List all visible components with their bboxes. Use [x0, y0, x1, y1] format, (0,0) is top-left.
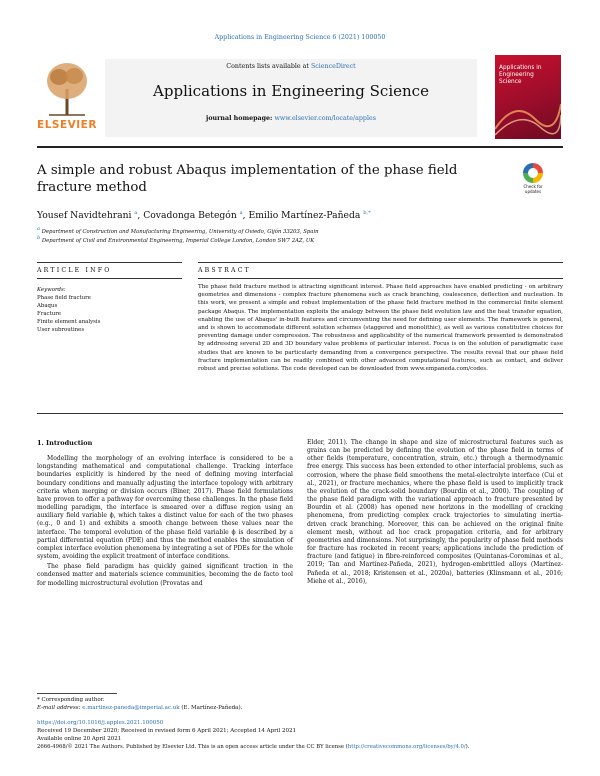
- corresponding-author-note: * Corresponding author.: [37, 697, 105, 703]
- cover-title: Applications in Engineering Science: [499, 65, 542, 85]
- journal-masthead: [37, 55, 563, 141]
- divider: [37, 262, 182, 263]
- body-paragraph: Modelling the morphology of an evolving interface is considered to be a longstanding mathematical and computational challenge. Tracking interface boundaries explicitly is hindered by the need of defining moving interfacial boundary conditions and manually adjusting the interface topology with arbitrary criteria when merging or division occurs (Biner, 2017). Phase field formulations have proven to offer a pathway for overcoming these challenges. In the phase field modelling paradigm, the interface is smeared over a diffuse region using an auxiliary field variable ϕ, which takes a distinct value for each of the two phases (e.g., 0 and 1) and exhibits a smooth change between these values near the interface. The temporal evolution of the phase field variable ϕ is described by a partial differential equation (PDE) and thus the method enables the simulation of complex interface evolution phenomena by integrating a set of PDEs for the whole system, avoiding the explicit treatment of interface conditions.: [37, 455, 293, 561]
- author-sup[interactable]: a: [239, 210, 243, 216]
- elsevier-logo: [37, 59, 97, 137]
- article-info-heading: ARTICLE INFO: [37, 267, 112, 274]
- license-prefix: 2666-4968/© 2021 The Authors. Published by Elsevier Ltd. This is an open access article under the CC BY license (: [37, 744, 348, 750]
- email-suffix: (E. Martínez-Pañeda).: [179, 705, 243, 711]
- check-for-updates-button[interactable]: [520, 163, 546, 197]
- sciencedirect-link[interactable]: ScienceDirect: [310, 63, 356, 70]
- divider: [198, 278, 563, 279]
- masthead-rule: [37, 146, 563, 148]
- keyword-item: User subroutines: [37, 327, 85, 333]
- body-paragraph: Elder, 2011). The change in shape and size of microstructural features such as grains can be predicted by defining the evolution of the phase field in terms of other fields (temperature, concentration, strain, etc.) through a thermodynamic free energy. This success has been extended to other interfacial problems, such as corrosion, where the phase field smoothens the metal-electrolyte interface (Cui et al., 2021), or fracture mechanics, where the phase field is used to implicitly track the evolution of the crack-solid boundary (Bourdin et al., 2000). The coupling of the phase field paradigm with the variational approach to fracture presented by Bourdin et al. (2008) has opened new horizons in the modelling of cracking phenomena, from predicting complex crack trajectories to simulating inertia-driven crack branching. Moreover, this can be achieved on the original finite element mesh, without ad hoc crack propagation criteria, and for arbitrary geometries and dimensions. Not surprisingly, the popularity of phase field methods for fracture has rocketed in recent years; applications include the prediction of fracture (and fatigue) in fibre-reinforced composites (Quintanas-Corominas et al., 2019; Tan and Martínez-Pañeda, 2021), hydrogen-embrittled alloys (Martínez-Pañeda et al., 2018; Kristensen et al., 2020a), batteries (Klinsmann et al., 2016; Miehe et al., 2016),: [307, 439, 563, 585]
- author-list: Yousef Navidtehrani $^a$, Covadonga Betegón $^a$, Emilio Martínez-Pañeda $^{b,*}$: [37, 210, 371, 222]
- author-name[interactable]: Yousef Navidtehrani: [37, 210, 132, 222]
- homepage-line: [105, 115, 477, 122]
- keywords-label: Keywords:: [37, 287, 66, 293]
- affiliation-text: Department of Construction and Manufacturing Engineering, University of Oviedo, Gijón 33203, Spain: [41, 228, 319, 235]
- journal-title: Applications in Engineering Science: [153, 82, 429, 100]
- footnote-rule: [37, 693, 117, 694]
- license-line: [37, 744, 563, 750]
- contents-line: [105, 63, 477, 70]
- affiliation: [37, 226, 563, 235]
- author-sup[interactable]: a: [134, 210, 138, 216]
- license-link[interactable]: http://creativecommons.org/licenses/by/4.0/: [347, 744, 466, 750]
- body-left-column: [37, 439, 293, 588]
- contents-prefix: Contents lists available at: [226, 63, 311, 70]
- author-name[interactable]: Emilio Martínez-Pañeda: [248, 210, 361, 222]
- check-updates-label: Check for updates: [523, 184, 543, 194]
- keyword-item: Finite element analysis: [37, 319, 101, 325]
- author-name[interactable]: Covadonga Betegón: [143, 210, 237, 222]
- available-date: Available online 20 April 2021: [37, 736, 122, 742]
- author-sup[interactable]: b,*: [363, 210, 371, 216]
- section-heading: 1. Introduction: [37, 439, 93, 447]
- author-email-link[interactable]: e.martinez-paneda@imperial.ac.uk: [82, 705, 180, 711]
- license-suffix: ).: [465, 744, 470, 750]
- body-paragraph: The phase field paradigm has quickly gained significant traction in the condensed matter and materials science communities, becoming the de facto tool for modelling microstructural evolution (Provatas and: [37, 563, 293, 587]
- affiliation-sup: a: [37, 226, 40, 232]
- abstract-text: The phase field fracture method is attracting significant interest. Phase field approaches have enabled predicting - on arbitrary geometries and dimensions - complex fracture phenomena such as crack branching, coalescence, deflection and nucleation. In this work, we present a simple and robust implementation of the phase field fracture method in the commercial finite element package Abaqus. The implementation exploits the analogy between the phase field evolution law and the heat transfer equation, enabling the use of Abaqus' in-built features and circumventing the need for defining user elements. The framework is general, and is shown to accommodate different solution schemes (staggered and monolithic), as well as various constitutive choices for preventing damage under compression. The robustness and applicability of the numerical framework presented is demonstrated by addressing several 2D and 3D boundary value problems of particular interest. Focus is on the solution of paradigmatic case studies that are known to be particularly demanding from a convergence perspective. The results reveal that our phase field fracture implementation can be readily combined with other advanced computational features, such as contact, and deliver robust and precise solutions. The code developed can be downloaded from www.empaneda.com/codes.: [198, 284, 563, 373]
- homepage-prefix: journal homepage:: [206, 115, 275, 122]
- elsevier-tree-icon: [43, 59, 91, 117]
- doi-link[interactable]: https://doi.org/10.1016/j.apples.2021.100050: [37, 720, 164, 726]
- divider: [37, 413, 563, 414]
- received-dates: Received 19 December 2020; Received in revised form 6 April 2021; Accepted 14 April 2021: [37, 728, 297, 734]
- article-title: A simple and robust Abaqus implementation of the phase field fracture method: [37, 163, 458, 195]
- cover-art-icon: [495, 89, 561, 139]
- keyword-item: Abaqus: [37, 303, 58, 309]
- journal-cover-image[interactable]: [495, 55, 561, 139]
- divider: [198, 262, 563, 263]
- affiliation-text: Department of Civil and Environmental Engineering, Imperial College London, London SW7 2AZ, UK: [41, 237, 315, 244]
- email-line: [37, 705, 563, 711]
- keyword-item: Phase field fracture: [37, 295, 91, 301]
- divider: [37, 278, 182, 279]
- affiliation-sup: b: [37, 235, 41, 241]
- email-label: E-mail address:: [37, 705, 83, 711]
- journal-citation-link[interactable]: Applications in Engineering Science 6 (2021) 100050: [214, 34, 386, 41]
- publisher-logo-text: ELSEVIER: [37, 119, 97, 131]
- journal-homepage-link[interactable]: www.elsevier.com/locate/apples: [274, 115, 376, 122]
- affiliation: [37, 235, 563, 244]
- keyword-item: Fracture: [37, 311, 61, 317]
- body-right-column: [307, 439, 563, 586]
- abstract-heading: ABSTRACT: [198, 267, 251, 274]
